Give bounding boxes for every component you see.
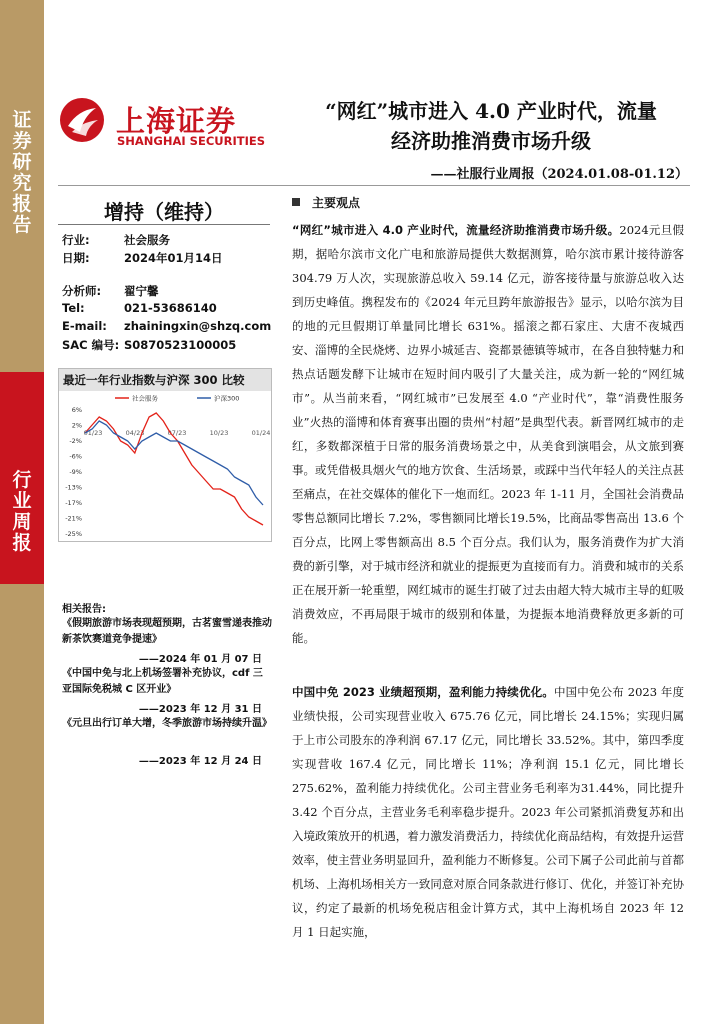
sidebar-top-char: 证 — [12, 109, 32, 131]
analyst-sac: SAC 编号: S0870523100005 — [62, 338, 237, 352]
related-report-1-date: ——2024 年 01 月 07 日 — [138, 654, 262, 665]
chart-xtick-label: 01/23 — [83, 429, 103, 437]
analyst-name: 分析师: 翟宁馨 — [62, 284, 159, 298]
analyst-tel: Tel: 021-53686140 — [62, 301, 217, 315]
sidebar-mid-char: 业 — [12, 490, 32, 512]
meta-date: 日期: 2024年01月14日 — [62, 251, 223, 265]
chart-ytick-label: -6% — [69, 452, 82, 461]
header-divider — [58, 185, 690, 186]
sidebar-label-research-report — [0, 110, 44, 236]
section-bullet-icon — [292, 198, 300, 206]
paragraph-2-text: 中国中免公布 2023 年度业绩快报，公司实现营业收入 675.76 亿元，同比增长 24.15%；实现归属于上市公司股东的净利润 67.17 亿元，同比增长 33.52%。其中，第四季度实现营收 167.4 亿元，同比增长 11%；净利润 15.1 亿元，同比增长 275.62%，盈利能力持续优化。公司主营业务毛利率为31.44%，同比提升 3.42 个百分点，主营业务毛利率稳步提升。2023 年公司紧抓消费复苏和出入境政策放开的机遇，着力激发消费活力，持续优化商品结构，有效提升运营效率，使主营业务明显回升，盈利能力不断修复。公司下属子公司此前与首都机场、上海机场相关方一致同意对原合同条款进行修订、优化，并签订补充协议，约定了最新的机场免税店租金计算方式，其中上海机场自 2023 年 12 月 1 日起实施， — [292, 685, 685, 939]
paragraph-1-text: 2024元旦假期，据哈尔滨市文化广电和旅游局提供大数据测算，哈尔滨市累计接待游客 304.79 万人次，实现旅游总收入 59.14 亿元，游客接待量与旅游总收入达到历史峰值。携程发布的《2024 年元旦跨年旅游报告》显示，以哈尔滨为目的地的元旦假期订单量同比增长 631%。摇滚之都石家庄、大唐不夜城西安、淄博的全民烧烤、边界小城延吉、瓷都景德镇等城市，在各自独特魅力和热点话题发酵下让城市在短时间内吸引了大量关注，成为新一轮的“网红城市”。从当前来看，“网红城市”已发展至 4.0 “产业时代”，靠“消费性服务业”火热的淄博和体育赛事出圈的贵州“村超”是典型代表。新晋网红城市的走红，多数都深植于日常的服务消费场景之中，从美食到演唱会，从文旅到赛事。或凭借极具烟火气的地方饮食、生活场景，或踩中当代年轻人的关注点甚至痛点，在社交媒体的催化下一炮而红。2023 年 1-11 月，全国社会消费品零售总额同比增长 7.2%，零售额同比增长19.5%，比商品零售高出 13.6 个百分点，比网上零售额高出 8.5 个百分点。我们认为，服务消费作为扩大消费的新引擎，对于城市经济和就业的提振更为直接而有力。消费和城市的关系正在展开新一轮重塑，网红城市的诞生打破了过去由超大特大城市主导的虹吸消费效应，不再局限于城市的级别和体量，为提振本地消费释放更多新的可能。 — [292, 223, 684, 645]
report-title-line-2: 经济助推消费市场升级 — [391, 129, 591, 153]
chart-legend-label: 沪深300 — [214, 394, 240, 403]
chart-ytick-label: -2% — [69, 437, 82, 445]
sidebar-mid-char: 行 — [12, 469, 32, 491]
chart-legend-label: 社会服务 — [132, 394, 158, 403]
paragraph-1-lead: “网红”城市进入 4.0 产业时代，流量经济助推消费市场升级。 — [292, 223, 620, 237]
sidebar-top-char: 研 — [12, 151, 32, 173]
report-subtitle: ——社服行业周报（2024.01.08-01.12） — [430, 167, 688, 182]
sidebar-top-char: 告 — [12, 214, 32, 236]
rating: 增持（维持） — [104, 200, 224, 224]
chart-plot — [59, 391, 271, 541]
sidebar-top-char: 券 — [12, 130, 32, 152]
logo-chinese-name: 上海证券 — [116, 104, 237, 138]
chart-ytick-label: -13% — [65, 483, 82, 492]
shanghai-securities-logo-icon — [58, 96, 106, 144]
report-title — [292, 96, 690, 156]
sidebar-top-char: 报 — [12, 193, 32, 215]
meta-industry: 行业: 社会服务 — [62, 233, 170, 247]
paragraph-2 — [292, 680, 684, 944]
related-report-1[interactable]: 《假期旅游市场表现超预期，古茗蜜雪递表推动新茶饮赛道竞争提速》 — [62, 618, 272, 645]
chart-ytick-label: -21% — [65, 514, 82, 523]
chart-ytick-label: 6% — [71, 406, 82, 414]
paragraph-1 — [292, 218, 684, 650]
sidebar-mid-char: 周 — [12, 511, 32, 533]
chart-xtick-label: 01/24 — [251, 429, 271, 437]
sidebar-mid-char: 报 — [12, 532, 32, 554]
related-report-2-date: ——2023 年 12 月 31 日 — [138, 704, 262, 715]
chart-ytick-label: -9% — [69, 468, 82, 476]
chart-xtick-label: 04/23 — [125, 429, 145, 437]
section-heading: 主要观点 — [292, 194, 360, 211]
chart-xtick-label: 10/23 — [209, 429, 229, 437]
analyst-email: E-mail: zhainingxin@shzq.com — [62, 319, 272, 333]
sidebar-label-weekly — [0, 470, 44, 554]
related-report-2[interactable]: 《中国中免与北上机场签署补充协议，cdf 三亚国际免税城 C 区开业》 — [62, 668, 263, 695]
related-report-3[interactable]: 《元旦出行订单大增，冬季旅游市场持续升温》 — [62, 718, 272, 729]
chart-ytick-label: -17% — [65, 499, 82, 507]
related-report-3-date: ——2023 年 12 月 24 日 — [138, 756, 262, 767]
chart-xtick-label: 07/23 — [167, 429, 187, 437]
sidebar-top-char: 究 — [12, 172, 32, 194]
chart-title: 最近一年行业指数与沪深 300 比较 — [59, 369, 271, 391]
logo-english-name: SHANGHAI SECURITIES — [117, 134, 265, 148]
paragraph-2-lead: 中国中免 2023 业绩超预期，盈利能力持续优化。 — [292, 685, 554, 699]
related-reports-title: 相关报告: — [62, 604, 106, 615]
rating-divider — [58, 224, 270, 225]
index-comparison-chart — [58, 368, 272, 542]
chart-ytick-label: -25% — [65, 530, 82, 538]
report-title-line-1: “网红”城市进入 4.0 产业时代，流量 — [325, 99, 657, 123]
chart-ytick-label: 2% — [71, 421, 82, 430]
